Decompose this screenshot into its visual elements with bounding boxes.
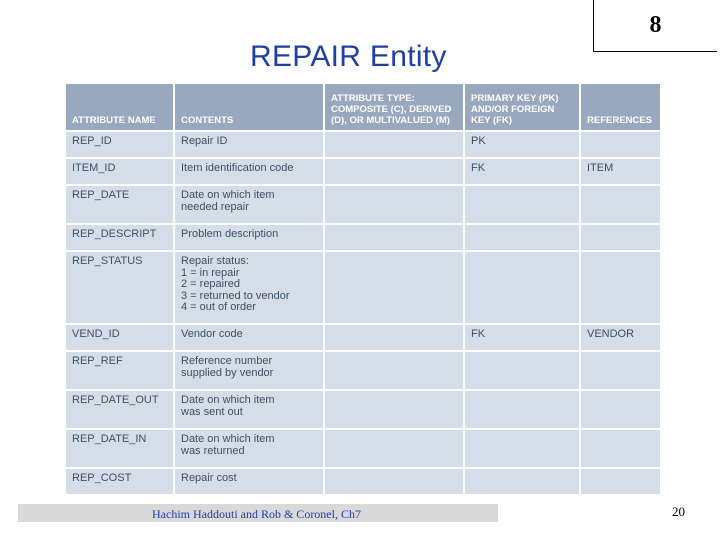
attribute-type-cell — [325, 325, 463, 350]
key-cell — [465, 225, 579, 250]
attribute-name-cell: REP_DATE_IN — [66, 430, 173, 467]
key-cell — [465, 252, 579, 323]
attribute-name-cell: REP_DESCRIPT — [66, 225, 173, 250]
table-header-row — [66, 84, 660, 130]
contents-cell: Item identification code — [175, 159, 323, 184]
header-contents: CONTENTS — [175, 84, 323, 130]
attribute-type-cell — [325, 186, 463, 223]
header-attribute-type: ATTRIBUTE TYPE: COMPOSITE (C), DERIVED (D), OR MULTIVALUED (M) — [325, 84, 463, 130]
table-row — [66, 225, 660, 250]
chapter-number: 8 — [649, 12, 662, 38]
references-cell: VENDOR — [581, 325, 660, 350]
table-row — [66, 132, 660, 157]
key-cell: PK — [465, 132, 579, 157]
entity-attribute-table — [64, 82, 662, 496]
contents-cell: Reference number supplied by vendor — [175, 352, 323, 389]
attribute-name-cell: REP_COST — [66, 469, 173, 494]
key-cell — [465, 430, 579, 467]
attribute-name-cell: VEND_ID — [66, 325, 173, 350]
key-cell — [465, 391, 579, 428]
attribute-name-cell: REP_DATE — [66, 186, 173, 223]
key-cell — [465, 186, 579, 223]
footer-credit: Hachim Haddouti and Rob & Coronel, Ch7 — [152, 507, 361, 521]
contents-cell: Date on which item was sent out — [175, 391, 323, 428]
attribute-type-cell — [325, 225, 463, 250]
key-cell — [465, 469, 579, 494]
contents-cell: Vendor code — [175, 325, 323, 350]
attribute-type-cell — [325, 391, 463, 428]
contents-cell: Repair cost — [175, 469, 323, 494]
slide-title: REPAIR Entity — [250, 40, 447, 73]
references-cell — [581, 430, 660, 467]
contents-cell: Repair status: 1 = in repair 2 = repaired 3 = returned to vendor 4 = out of order — [175, 252, 323, 323]
key-cell — [465, 352, 579, 389]
table-row — [66, 469, 660, 494]
table-row — [66, 325, 660, 350]
table-body — [66, 132, 660, 494]
contents-cell: Date on which item was returned — [175, 430, 323, 467]
table-row — [66, 352, 660, 389]
references-cell — [581, 225, 660, 250]
header-references: REFERENCES — [581, 84, 660, 130]
attribute-name-cell: ITEM_ID — [66, 159, 173, 184]
key-cell: FK — [465, 325, 579, 350]
header-attribute-name: ATTRIBUTE NAME — [66, 84, 173, 130]
references-cell — [581, 391, 660, 428]
entity-attribute-table-container — [64, 82, 662, 484]
references-cell — [581, 186, 660, 223]
attribute-name-cell: REP_REF — [66, 352, 173, 389]
contents-cell: Repair ID — [175, 132, 323, 157]
attribute-type-cell — [325, 352, 463, 389]
table-row — [66, 159, 660, 184]
attribute-type-cell — [325, 252, 463, 323]
chapter-box — [593, 0, 717, 52]
attribute-name-cell: REP_ID — [66, 132, 173, 157]
table-row — [66, 430, 660, 467]
attribute-type-cell — [325, 430, 463, 467]
references-cell — [581, 252, 660, 323]
attribute-name-cell: REP_STATUS — [66, 252, 173, 323]
header-key: PRIMARY KEY (PK) AND/OR FOREIGN KEY (FK) — [465, 84, 579, 130]
table-row — [66, 391, 660, 428]
attribute-type-cell — [325, 132, 463, 157]
references-cell: ITEM — [581, 159, 660, 184]
attribute-type-cell — [325, 159, 463, 184]
contents-cell: Date on which item needed repair — [175, 186, 323, 223]
page-number: 20 — [672, 504, 685, 519]
key-cell: FK — [465, 159, 579, 184]
table-row — [66, 252, 660, 323]
references-cell — [581, 132, 660, 157]
attribute-name-cell: REP_DATE_OUT — [66, 391, 173, 428]
references-cell — [581, 469, 660, 494]
attribute-type-cell — [325, 469, 463, 494]
contents-cell: Problem description — [175, 225, 323, 250]
references-cell — [581, 352, 660, 389]
table-row — [66, 186, 660, 223]
